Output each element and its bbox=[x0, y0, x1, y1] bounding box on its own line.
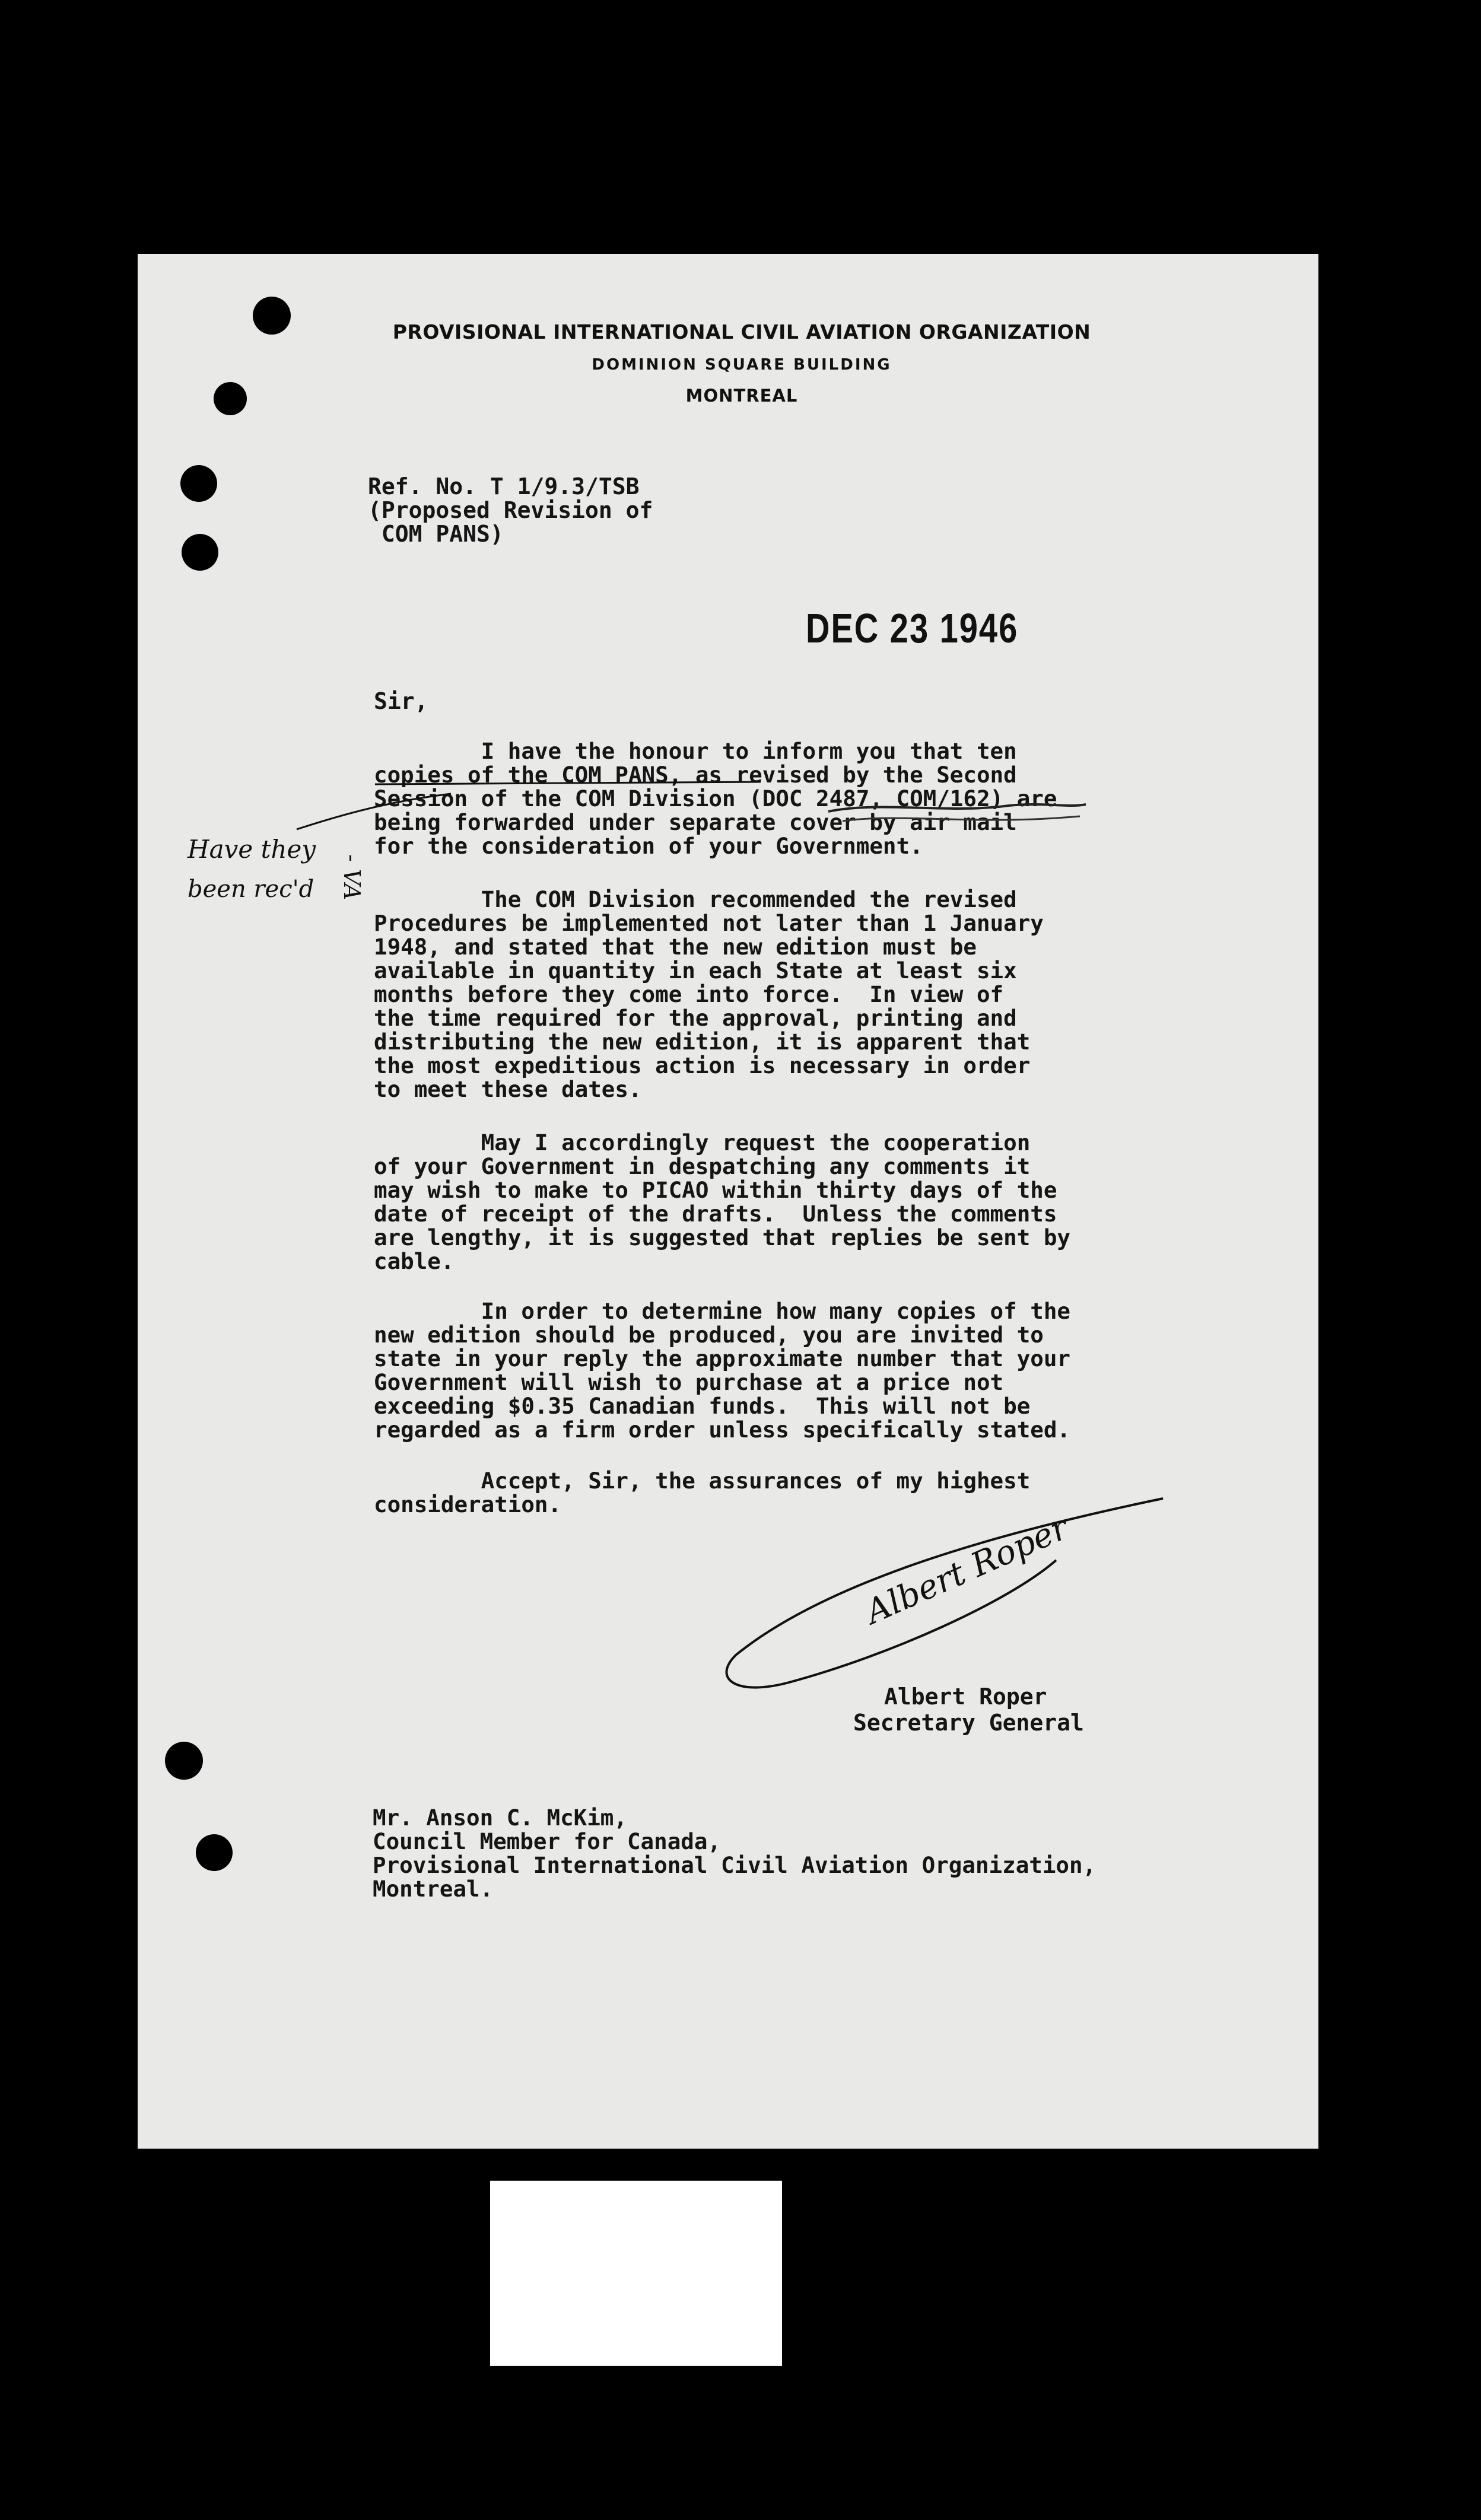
paragraph-line: date of receipt of the drafts. Unless the comments bbox=[374, 1201, 1057, 1227]
paragraph-line: for the consideration of your Government. bbox=[374, 833, 923, 859]
paragraph-line: copies of the COM PANS, as revised by the Second bbox=[374, 762, 1017, 788]
paragraph-line: may wish to make to PICAO within thirty days of the bbox=[374, 1177, 1057, 1203]
reference-number: Ref. No. T 1/9.3/TSB bbox=[368, 473, 640, 499]
paragraph-line: new edition should be produced, you are invited to bbox=[374, 1322, 1044, 1348]
paragraph-line: exceeding $0.35 Canadian funds. This will not be bbox=[374, 1393, 1031, 1419]
paragraph-line: are lengthy, it is suggested that replies be sent by bbox=[374, 1224, 1070, 1251]
scribble-mark bbox=[828, 804, 1086, 812]
recipient-line: Provisional International Civil Aviation Organization, bbox=[373, 1852, 1097, 1878]
scribble-mark bbox=[843, 816, 1080, 821]
salutation: Sir, bbox=[374, 688, 428, 714]
paragraph-line: I have the honour to inform you that ten bbox=[374, 738, 1017, 764]
paragraph-line: Session of the COM Division (DOC 2487, COM/162) are bbox=[374, 785, 1057, 812]
paragraph-line: In order to determine how many copies of the bbox=[374, 1298, 1070, 1324]
paragraph-line: to meet these dates. bbox=[374, 1076, 642, 1102]
recipient-address bbox=[373, 1806, 1096, 1901]
paragraph-line: state in your reply the approximate number that your bbox=[374, 1345, 1070, 1372]
paragraph-line: Accept, Sir, the assurances of my highest bbox=[374, 1468, 1031, 1494]
signatory-title: Secretary General bbox=[853, 1710, 1084, 1736]
reference-subject-line2: COM PANS) bbox=[368, 521, 504, 547]
paragraph-line: of your Government in despatching any comments it bbox=[374, 1153, 1031, 1179]
date-stamp: DEC 23 1946 bbox=[806, 604, 1019, 651]
recipient-line: Montreal. bbox=[373, 1876, 494, 1902]
annotation-leader-line bbox=[297, 794, 451, 829]
reference-subject-line1: (Proposed Revision of bbox=[368, 497, 653, 523]
letterhead-building: DOMINION SQUARE BUILDING bbox=[592, 356, 892, 374]
paragraph-line: distributing the new edition, it is apparent that bbox=[374, 1029, 1031, 1055]
paragraph-line: Government will wish to purchase at a price not bbox=[374, 1369, 1004, 1395]
paragraph-line: the most expeditious action is necessary in order bbox=[374, 1052, 1031, 1078]
recipient-line: Council Member for Canada, bbox=[373, 1828, 721, 1854]
signature: Albert Roper bbox=[860, 1508, 1075, 1632]
paragraph-line: May I accordingly request the cooperation bbox=[374, 1129, 1031, 1156]
margin-note-initials: - VA bbox=[339, 854, 365, 901]
paragraph-line: cable. bbox=[374, 1248, 455, 1274]
recipient-line: Mr. Anson C. McKim, bbox=[373, 1805, 627, 1831]
paragraph-line: the time required for the approval, printing and bbox=[374, 1005, 1017, 1031]
paragraph-line: Procedures be implemented not later than 1 January bbox=[374, 910, 1044, 936]
margin-note-line1: Have they bbox=[187, 835, 316, 864]
paragraph-line: consideration. bbox=[374, 1491, 562, 1517]
paragraph-line: months before they come into force. In view of bbox=[374, 981, 1004, 1007]
paragraph-line: available in quantity in each State at least six bbox=[374, 957, 1017, 984]
archive-label-card bbox=[490, 2181, 782, 2366]
paragraph-line: regarded as a firm order unless specifically stated. bbox=[374, 1417, 1070, 1443]
letterhead-organization: PROVISIONAL INTERNATIONAL CIVIL AVIATION ORGANIZATION bbox=[392, 320, 1091, 343]
signatory-name: Albert Roper bbox=[884, 1684, 1047, 1710]
letterhead-city: MONTREAL bbox=[685, 386, 798, 406]
paragraph-line: The COM Division recommended the revised bbox=[374, 886, 1017, 912]
paragraph-line: 1948, and stated that the new edition must be bbox=[374, 934, 977, 960]
paragraph-line: being forwarded under separate cover by air mail bbox=[374, 809, 1017, 835]
margin-note-line2: been rec'd bbox=[187, 876, 314, 903]
underline-mark bbox=[375, 782, 761, 784]
